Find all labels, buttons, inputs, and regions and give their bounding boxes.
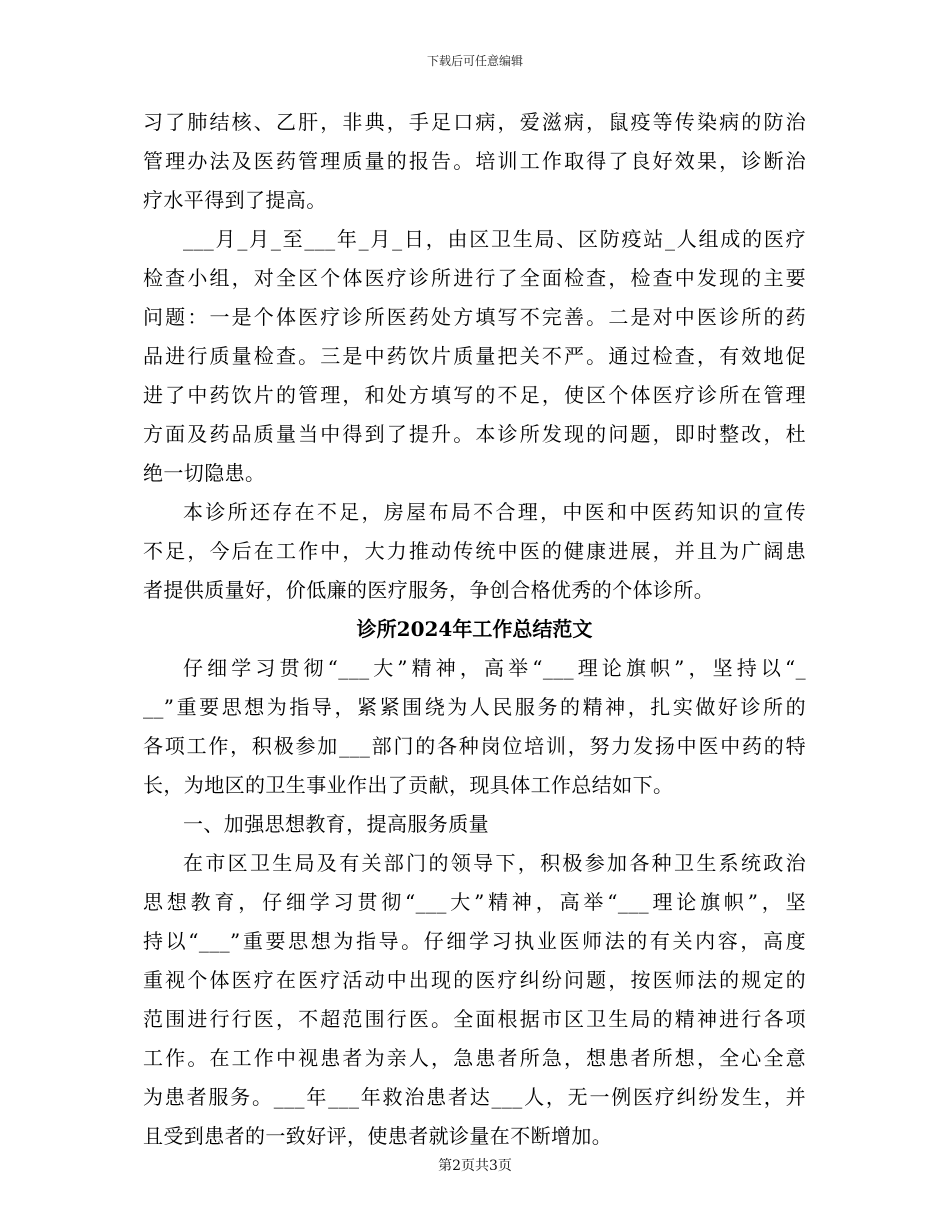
text-line: 不足，今后在工作中，大力推动传统中医的健康进展，并且为广阔患 xyxy=(143,539,806,563)
text-line: ___月_月_至___年_月_日，由区卫生局、区防疫站_人组成的医疗 xyxy=(183,227,806,251)
page-number: 第2页共3页 xyxy=(438,1158,512,1174)
text-line: __”重要思想为指导，紧紧围绕为人民服务的精神，扎实做好诊所的 xyxy=(143,695,806,719)
text-line: 长，为地区的卫生事业作出了贡献，现具体工作总结如下。 xyxy=(143,773,674,797)
text-line: 进了中药饮片的管理，和处方填写的不足，使区个体医疗诊所在管理 xyxy=(143,383,806,407)
text-line: 检查小组，对全区个体医疗诊所进行了全面检查，检查中发现的主要 xyxy=(143,266,806,290)
document-body xyxy=(143,103,806,1156)
text-line: 范围进行行医，不超范围行医。全面根据市区卫生局的精神进行各项 xyxy=(143,1007,806,1031)
text-line: 管理办法及医药管理质量的报告。培训工作取得了良好效果，诊断治 xyxy=(143,149,806,173)
text-line: 为患者服务。___年___年救治患者达___人，无一例医疗纠纷发生，并 xyxy=(143,1085,806,1109)
paragraph xyxy=(143,493,806,610)
subheading-paragraph xyxy=(143,805,806,844)
text-line: 疗水平得到了提高。 xyxy=(143,188,327,212)
paragraph xyxy=(143,220,806,493)
text-line: 绝一切隐患。 xyxy=(143,461,266,485)
text-line: 习了肺结核、乙肝，非典，手足口病，爱滋病，鼠疫等传染病的防治 xyxy=(143,110,806,134)
text-line: 在市区卫生局及有关部门的领导下，积极参加各种卫生系统政治 xyxy=(183,851,806,875)
text-line: 本诊所还存在不足，房屋布局不合理，中医和中医药知识的宣传 xyxy=(183,500,806,524)
text-line: 方面及药品质量当中得到了提升。本诊所发现的问题，即时整改，杜 xyxy=(143,422,806,446)
subsection-title: 一、加强思想教育，提高服务质量 xyxy=(183,812,489,836)
page-header-note: 下载后可任意编辑 xyxy=(426,54,523,68)
text-line: 工作。在工作中视患者为亲人，急患者所急，想患者所想，全心全意 xyxy=(143,1046,806,1070)
paragraph xyxy=(143,844,806,1156)
text-line: 品进行质量检查。三是中药饮片质量把关不严。通过检查，有效地促 xyxy=(143,344,806,368)
text-line: 思想教育，仔细学习贯彻“___大”精神，高举“___理论旗帜”，坚 xyxy=(143,890,806,914)
text-line: 且受到患者的一致好评，使患者就诊量在不断增加。 xyxy=(143,1124,613,1148)
text-line: 持以“___”重要思想为指导。仔细学习执业医师法的有关内容，高度 xyxy=(143,929,806,953)
text-line: 各项工作，积极参加___部门的各种岗位培训，努力发扬中医中药的特 xyxy=(143,734,806,758)
text-line: 者提供质量好，价低廉的医疗服务，争创合格优秀的个体诊所。 xyxy=(143,578,715,602)
text-line: 仔细学习贯彻“___大”精神，高举“___理论旗帜”，坚持以“_ xyxy=(183,656,806,680)
section-heading: 诊所2024年工作总结范文 xyxy=(356,617,593,641)
text-line: 重视个体医疗在医疗活动中出现的医疗纠纷问题，按医师法的规定的 xyxy=(143,968,806,992)
paragraph xyxy=(143,649,806,805)
text-line: 问题：一是个体医疗诊所医药处方填写不完善。二是对中医诊所的药 xyxy=(143,305,806,329)
paragraph xyxy=(143,103,806,220)
